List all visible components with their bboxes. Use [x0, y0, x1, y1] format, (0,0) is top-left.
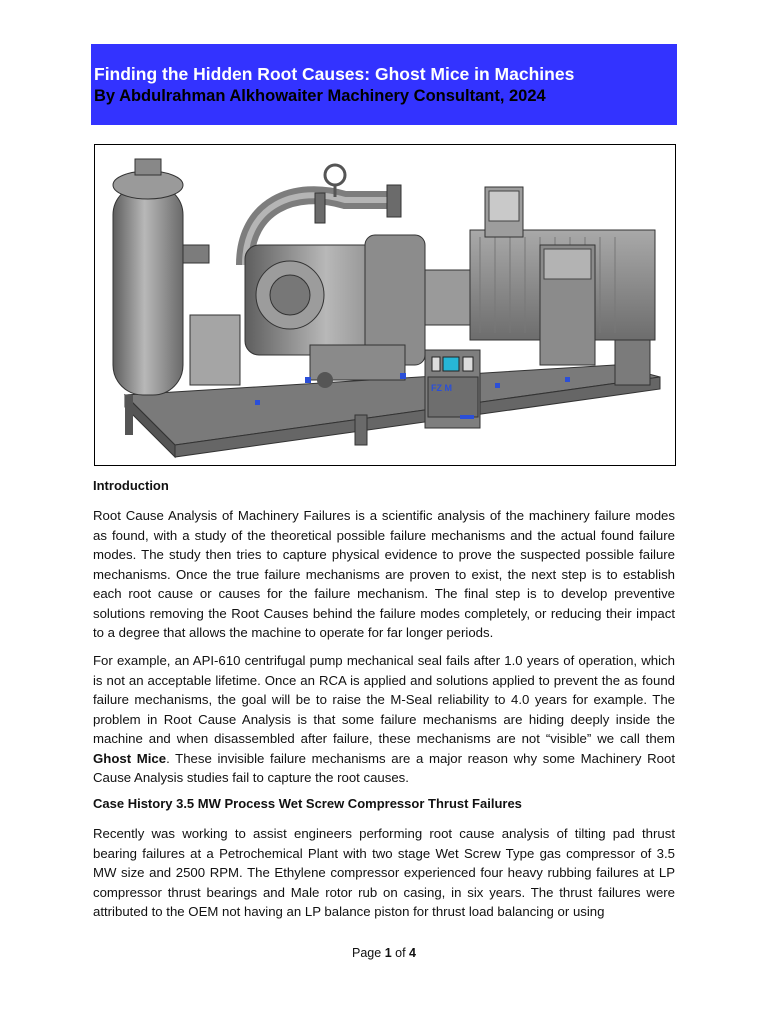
vessel-flange — [135, 159, 161, 175]
separator-vessel — [113, 185, 183, 395]
valve-wheel — [325, 165, 345, 185]
intro-heading: Introduction — [93, 478, 169, 493]
motor-stand — [615, 340, 650, 385]
coupling-guard — [425, 270, 470, 325]
panel-screen — [443, 357, 459, 371]
compressor-illustration — [95, 145, 675, 465]
intro-p2-text-b: . These invisible failure mechanisms are a major reason why some Machinery Root Cause Analysis studies fail to capture the root causes. — [93, 750, 675, 785]
pipe-flange-a — [387, 185, 401, 217]
case-history-heading: Case History 3.5 MW Process Wet Screw Compressor Thrust Failures — [93, 796, 522, 811]
document-title: Finding the Hidden Root Causes: Ghost Mice in Machines — [94, 64, 575, 84]
intro-p2-text-a: For example, an API-610 centrifugal pump mechanical seal fails after 1.0 years of operation, which is not an acceptable lifetime. Once an RCA is applied and solutions applied to prevent the as found failure mechanisms, the goal will be to raise the M-Seal reliability to 4.0 years for example. The problem in Root Cause Analysis is that some failure mechanisms are hiding deeply inside the machine and when disassembled after failure, these mechanisms are not “visible” we call them — [93, 653, 675, 746]
page-prefix: Page — [352, 946, 385, 960]
compressor-figure — [94, 144, 676, 466]
document-byline: By Abdulrahman Alkhowaiter Machinery Consultant, 2024 — [94, 87, 546, 105]
title-banner — [91, 44, 677, 125]
vessel-nozzle — [183, 245, 209, 263]
intro-paragraph-2 — [93, 651, 675, 788]
pipe-flange-b — [315, 193, 325, 223]
intro-paragraph-1: Root Cause Analysis of Machinery Failures is a scientific analysis of the machinery failure modes as found, with a study of the theoretical possible failure mechanisms and the actual found failure modes. The study then tries to capture physical evidence to prove the suspected possible failure mechanisms. Once the true failure mechanisms are proven to exist, the next step is to establish each root cause or causes for the failure mechanism. The final step is to develop preventive solutions removing the Root Causes behind the failure modes completely, or reducing their impact to a degree that allows the machine to operate for far longer periods. — [93, 508, 675, 640]
page-number — [0, 946, 768, 960]
page-total: 4 — [409, 946, 416, 960]
panel-label: FZ M — [431, 383, 452, 393]
page-current: 1 — [384, 946, 392, 960]
case-history-paragraph: Recently was working to assist engineers performing root cause analysis of tilting pad thrust bearing failures at a Petrochemical Plant with two stage Wet Screw Type gas compressor of 3.5 MW size and 2500 RPM. The Ethylene compressor experienced four heavy rubbing failures at LP compressor thrust bearings and Male rotor rub on casing, in six years. The thrust failures were attributed to the OEM not having an LP balance piston for thrust load balancing or using — [93, 826, 675, 919]
ghost-mice-term: Ghost Mice — [93, 750, 167, 766]
oil-pump-left — [190, 315, 240, 385]
page-of: of — [391, 946, 410, 960]
